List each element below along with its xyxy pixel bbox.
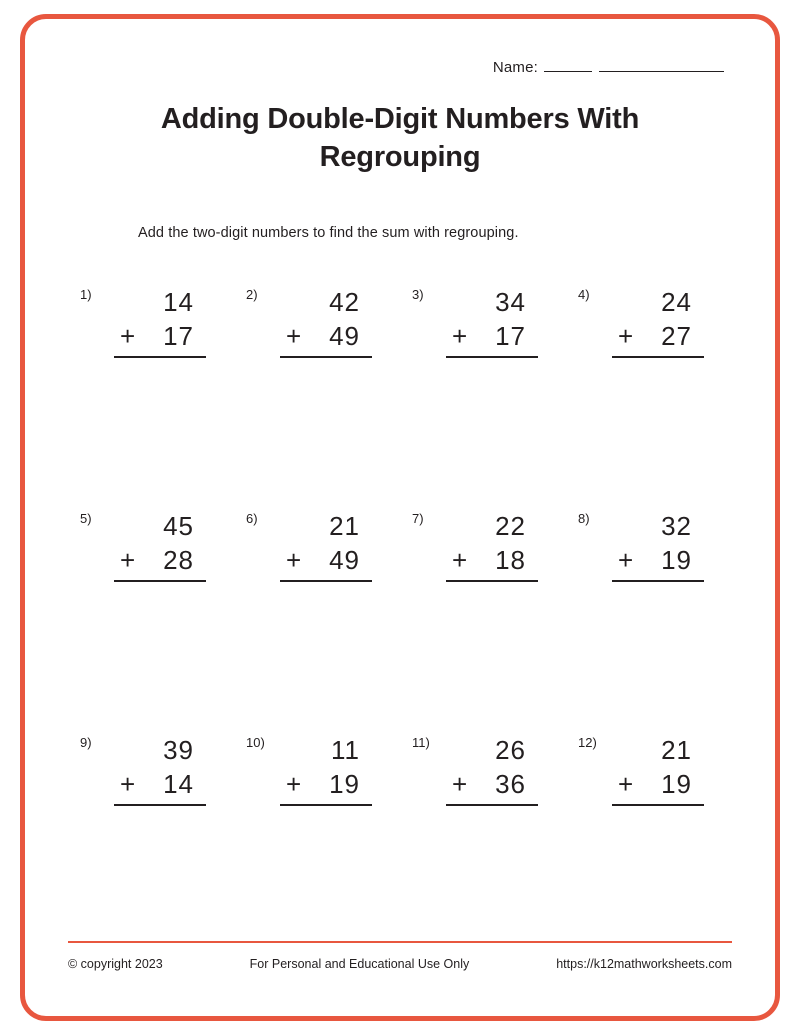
problem-number: 6) — [246, 510, 258, 526]
problem-item — [76, 711, 226, 935]
addend-bottom-row — [612, 543, 704, 577]
addend-bottom-row — [114, 543, 206, 577]
operator-sign: + — [618, 320, 635, 351]
addend-top: 14 — [163, 286, 194, 317]
operator-sign: + — [120, 768, 137, 799]
sum-rule — [280, 356, 372, 358]
addend-bottom: 49 — [329, 544, 360, 575]
problem-item — [76, 263, 226, 487]
addend-top: 42 — [329, 286, 360, 317]
problem-stack — [446, 509, 538, 583]
problem-number: 4) — [578, 286, 590, 302]
problem-item — [574, 487, 724, 711]
sum-rule — [280, 804, 372, 806]
addend-bottom: 17 — [495, 320, 526, 351]
addend-top: 34 — [495, 286, 526, 317]
problem-item — [408, 487, 558, 711]
addend-bottom: 36 — [495, 768, 526, 799]
addend-top: 11 — [331, 734, 360, 765]
problem-grid — [68, 263, 732, 935]
sum-rule — [612, 580, 704, 582]
addend-bottom-row — [446, 543, 538, 577]
page-title: Adding Double-Digit Numbers With Regrouping — [160, 103, 640, 174]
operator-sign: + — [618, 544, 635, 575]
addend-bottom: 18 — [495, 544, 526, 575]
problem-stack — [114, 733, 206, 807]
addend-bottom: 17 — [163, 320, 194, 351]
name-blank-short[interactable] — [544, 58, 592, 72]
name-field-row — [68, 58, 732, 76]
addend-top: 21 — [329, 510, 360, 541]
problem-item — [574, 711, 724, 935]
operator-sign: + — [452, 320, 469, 351]
problem-stack — [280, 733, 372, 807]
problem-number: 7) — [412, 510, 424, 526]
addend-top: 21 — [661, 734, 692, 765]
problem-item — [408, 263, 558, 487]
addend-bottom: 14 — [163, 768, 194, 799]
addend-bottom-row — [612, 767, 704, 801]
page-footer — [68, 957, 732, 971]
addend-top: 45 — [163, 510, 194, 541]
problem-stack — [612, 733, 704, 807]
problem-stack — [612, 285, 704, 359]
addend-bottom: 19 — [661, 544, 692, 575]
name-blank-long[interactable] — [599, 58, 724, 72]
addend-top: 26 — [495, 734, 526, 765]
problem-item — [76, 487, 226, 711]
sum-rule — [612, 804, 704, 806]
sum-rule — [446, 804, 538, 806]
problem-number: 3) — [412, 286, 424, 302]
addend-bottom: 27 — [661, 320, 692, 351]
sum-rule — [280, 580, 372, 582]
footer-url: https://k12mathworksheets.com — [556, 957, 732, 971]
problem-item — [242, 711, 392, 935]
addend-bottom-row — [446, 767, 538, 801]
operator-sign: + — [120, 320, 137, 351]
problem-number: 8) — [578, 510, 590, 526]
problem-stack — [280, 509, 372, 583]
addend-bottom: 28 — [163, 544, 194, 575]
sum-rule — [114, 356, 206, 358]
addend-top: 22 — [495, 510, 526, 541]
sum-rule — [612, 356, 704, 358]
sum-rule — [446, 580, 538, 582]
instructions-text: Add the two-digit numbers to find the sum with regrouping. — [138, 224, 519, 241]
addend-bottom-row — [280, 767, 372, 801]
operator-sign: + — [618, 768, 635, 799]
operator-sign: + — [286, 320, 303, 351]
addend-bottom-row — [114, 319, 206, 353]
sum-rule — [114, 804, 206, 806]
footer-copyright: © copyright 2023 — [68, 957, 163, 971]
problem-stack — [114, 509, 206, 583]
problem-item — [242, 487, 392, 711]
addend-bottom-row — [446, 319, 538, 353]
addend-bottom-row — [280, 543, 372, 577]
problem-stack — [612, 509, 704, 583]
problem-number: 10) — [246, 734, 265, 750]
addend-top: 39 — [163, 734, 194, 765]
operator-sign: + — [286, 768, 303, 799]
addend-bottom-row — [612, 319, 704, 353]
problem-item — [408, 711, 558, 935]
problem-stack — [446, 733, 538, 807]
problem-number: 5) — [80, 510, 92, 526]
addend-bottom-row — [280, 319, 372, 353]
problem-number: 2) — [246, 286, 258, 302]
operator-sign: + — [452, 768, 469, 799]
sum-rule — [446, 356, 538, 358]
sum-rule — [114, 580, 206, 582]
worksheet-content — [14, 14, 786, 1021]
problem-stack — [446, 285, 538, 359]
addend-top: 24 — [661, 286, 692, 317]
problem-item — [574, 263, 724, 487]
addend-bottom-row — [114, 767, 206, 801]
problem-number: 11) — [412, 734, 430, 750]
operator-sign: + — [452, 544, 469, 575]
footer-usage-note: For Personal and Educational Use Only — [249, 957, 470, 971]
addend-bottom: 19 — [329, 768, 360, 799]
name-label: Name: — [492, 59, 538, 76]
problem-number: 1) — [80, 286, 92, 302]
addend-top: 32 — [661, 510, 692, 541]
addend-bottom: 49 — [329, 320, 360, 351]
operator-sign: + — [286, 544, 303, 575]
addend-bottom: 19 — [661, 768, 692, 799]
problem-item — [242, 263, 392, 487]
problem-stack — [280, 285, 372, 359]
operator-sign: + — [120, 544, 137, 575]
problem-stack — [114, 285, 206, 359]
problem-number: 12) — [578, 734, 597, 750]
problem-number: 9) — [80, 734, 92, 750]
footer-divider — [68, 941, 732, 943]
